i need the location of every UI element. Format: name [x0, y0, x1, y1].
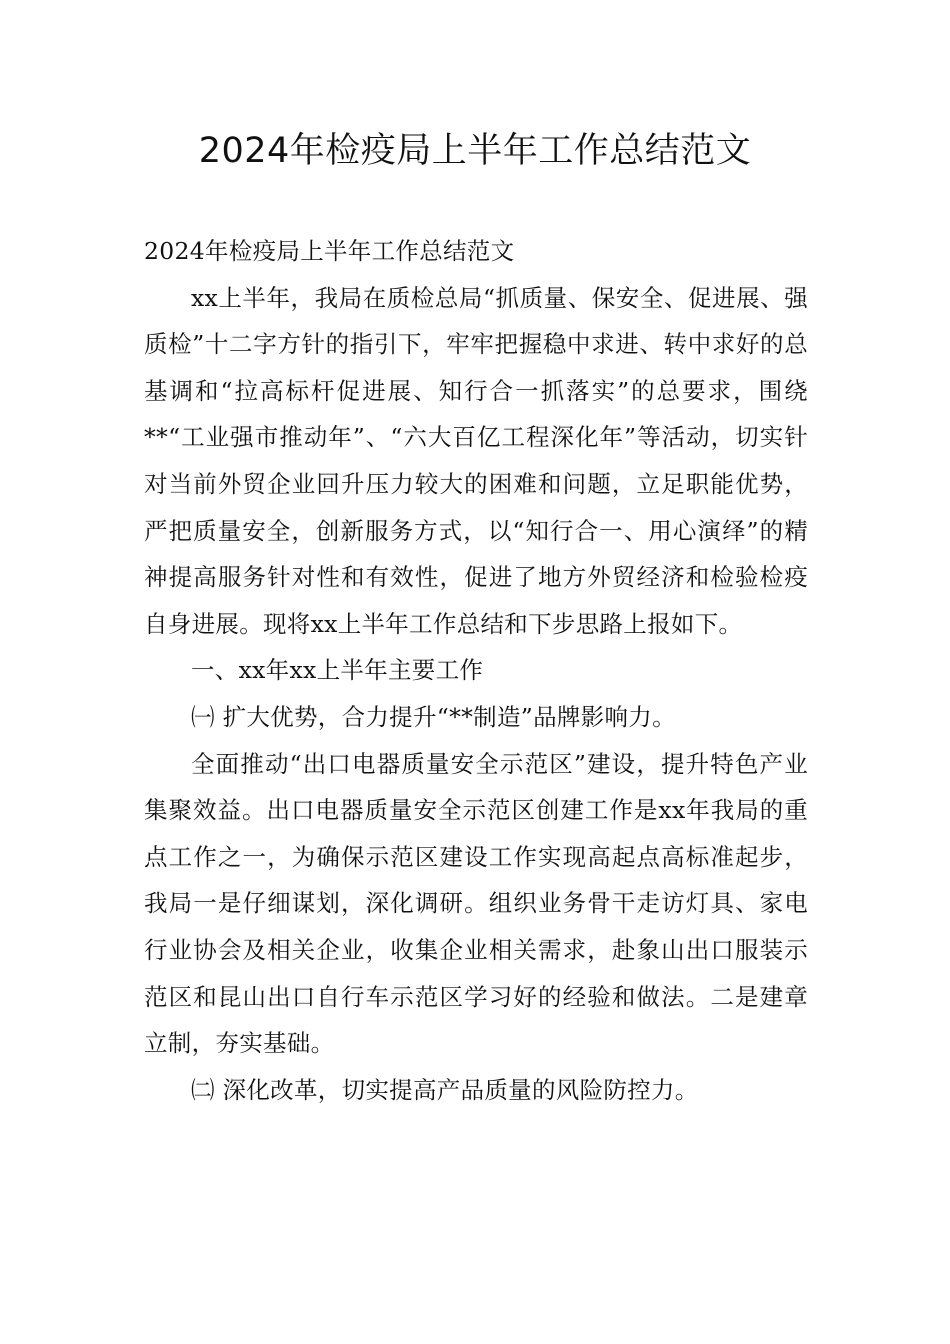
document-title: 2024年检疫局上半年工作总结范文 — [198, 131, 752, 171]
section-heading-1: 一、xx年xx上半年主要工作 — [191, 656, 484, 685]
paragraph-intro: xx上半年，我局在质检总局“抓质量、保安全、促进展、强质检”十二字方针的指引下，牢牢把握稳中求进、转中求好的总基调和“拉高标杆促进展、知行合一抓落实”的总要求，围绕**“工业强市推动年”、“六大百亿工程深化年”等活动，切实针对当前外贸企业回升压力较大的困难和问题，立足职能优势，严把质量安全，创新服务方式，以“知行合一、用心演绎”的精神提高服务针对性和有效性，促进了地方外贸经济和检验检疫自身进展。现将xx上半年工作总结和下步思路上报如下。 — [144, 283, 808, 638]
document-body — [144, 228, 808, 1113]
subsection-heading-1: ㈠ 扩大优势，合力提升“**制造”品牌影响力。 — [191, 702, 676, 731]
document-subtitle: 2024年检疫局上半年工作总结范文 — [144, 237, 515, 265]
paragraph-demo-zone: 全面推动“出口电器质量安全示范区”建设，提升特色产业集聚效益。出口电器质量安全示范区创建工作是xx年我局的重点工作之一，为确保示范区建设工作实现高起点高标准起步，我局一是仔细谋划，深化调研。组织业务骨干走访灯具、家电行业协会及相关企业，收集企业相关需求，赴象山出口服装示范区和昆山出口自行车示范区学习好的经验和做法。二是建章立制，夯实基础。 — [144, 749, 808, 1058]
subsection-heading-2: ㈡ 深化改革，切实提高产品质量的风险防控力。 — [191, 1075, 699, 1104]
